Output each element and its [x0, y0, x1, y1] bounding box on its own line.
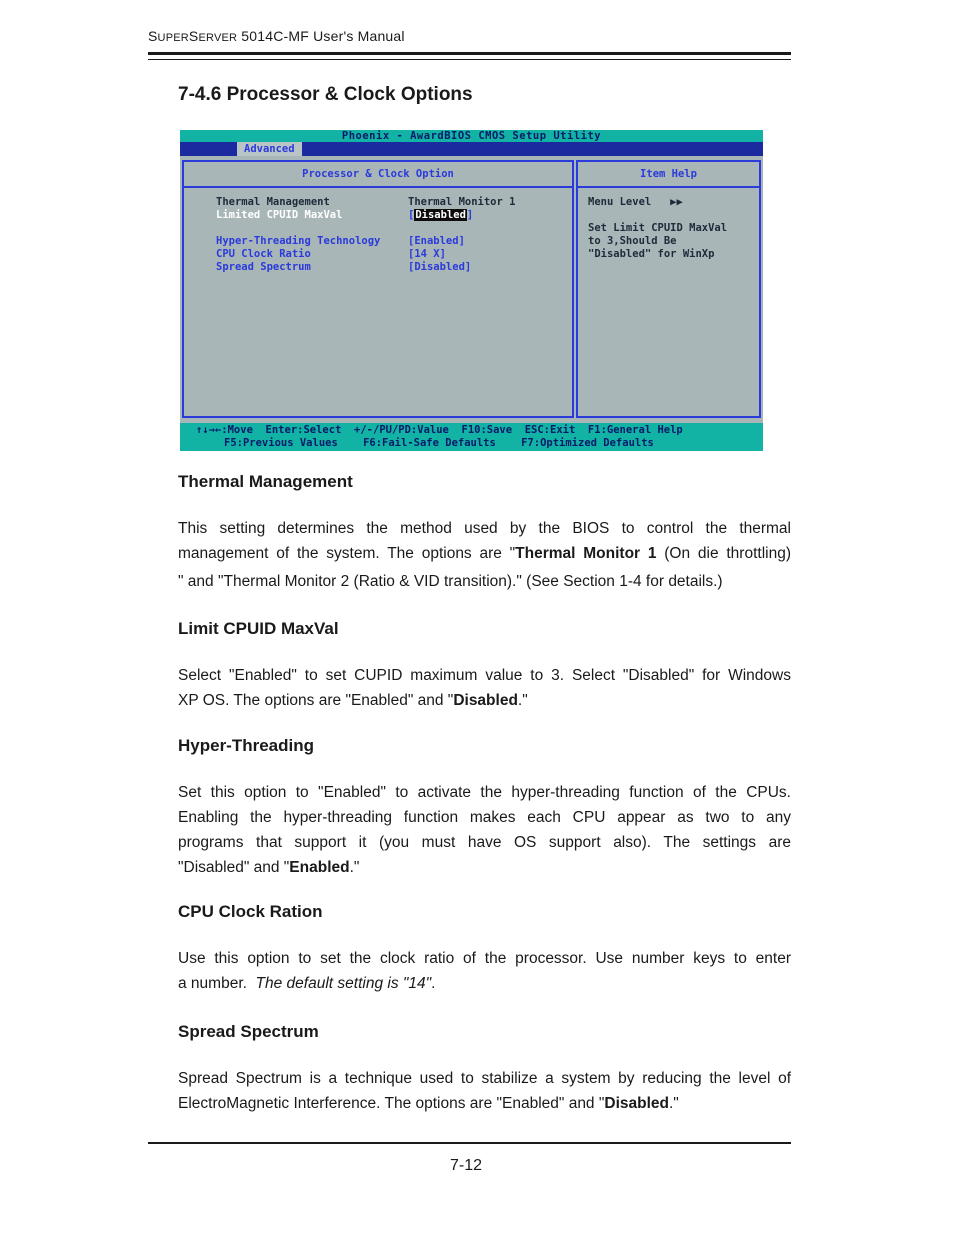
bios-row-value: Thermal Monitor 1: [408, 196, 516, 208]
text-line: Enabling the hyper-threading function makes each CPU appear as two to any: [178, 809, 791, 826]
bios-row-value: [Disabled]: [408, 261, 472, 273]
header-rule-thin: [148, 59, 791, 60]
bios-row-label: Limited CPUID MaxVal: [216, 209, 343, 221]
bios-row-value: [14 X]: [408, 248, 446, 260]
text-line: XP OS. The options are "Enabled" and "Disabled.": [178, 692, 528, 709]
bios-selected-value: Disabled: [415, 209, 466, 221]
bios-help-line: to 3,Should Be: [588, 235, 677, 247]
bios-row-label: Spread Spectrum: [216, 261, 311, 273]
text-line: " and "Thermal Monitor 2 (Ratio & VID transition)." (See Section 1-4 for details.): [178, 573, 723, 590]
text-line: Spread Spectrum is a technique used to stabilize a system by reducing the level of: [178, 1070, 791, 1087]
text-line: ElectroMagnetic Interference. The options are "Enabled" and "Disabled.": [178, 1095, 679, 1112]
paragraph-limit-cpuid: [178, 663, 791, 713]
text-line: Use this option to set the clock ratio of the processor. Use number keys to enter: [178, 950, 791, 967]
section-title: 7-4.6 Processor & Clock Options: [178, 84, 473, 105]
heading-cpu-clock-ration: CPU Clock Ration: [178, 902, 323, 921]
bios-row-label: Hyper-Threading Technology: [216, 235, 381, 247]
bios-screenshot: [180, 130, 763, 451]
bios-options-panel: [182, 160, 574, 418]
heading-thermal-management: Thermal Management: [178, 472, 353, 491]
text-line: Set this option to "Enabled" to activate the hyper-threading function of the CPUs.: [178, 784, 791, 801]
bios-row-label: Thermal Management: [216, 196, 330, 208]
paragraph-cpu-clock-ration: [178, 946, 791, 996]
bios-title-bar: Phoenix - AwardBIOS CMOS Setup Utility: [180, 130, 763, 142]
bios-help-header: Item Help: [578, 162, 759, 188]
heading-spread-spectrum: Spread Spectrum: [178, 1022, 319, 1041]
footer-rule: [148, 1142, 791, 1144]
bios-key-line-2: F5:Previous Values F6:Fail-Safe Defaults F7:Optimized Defaults: [224, 437, 654, 449]
bios-row-label: CPU Clock Ratio: [216, 248, 311, 260]
bios-key-line-1: ↑↓→←:Move Enter:Select +/-/PU/PD:Value F10:Save ESC:Exit F1:General Help: [196, 424, 683, 436]
text-line: programs that support it (you must have OS support also). The settings are: [178, 834, 791, 851]
running-header: SUPERSERVER 5014C-MF User's Manual: [148, 28, 405, 44]
paragraph-spread-spectrum: [178, 1066, 791, 1116]
paragraph-hyper-threading: [178, 780, 791, 880]
bios-help-line: "Disabled" for WinXp: [588, 248, 715, 260]
heading-hyper-threading: Hyper-Threading: [178, 736, 315, 755]
bios-menu-bar: [180, 142, 763, 156]
header-rule: [148, 52, 791, 55]
text-line: "Disabled" and "Enabled.": [178, 859, 360, 876]
bios-options-header: Processor & Clock Option: [184, 162, 572, 188]
paragraph-thermal-management: [178, 516, 791, 594]
bios-row-value: [Enabled]: [408, 235, 465, 247]
bios-row-value: [Disabled]: [408, 209, 474, 221]
bios-menu-tab-advanced: Advanced: [237, 142, 302, 156]
text-line: a number. The default setting is "14".: [178, 975, 436, 992]
bios-help-menu-level: Menu Level ▶▶: [588, 196, 683, 208]
text-line: This setting determines the method used by the BIOS to control the thermal: [178, 520, 791, 537]
heading-limit-cpuid: Limit CPUID MaxVal: [178, 619, 339, 638]
bios-key-help-bar: [180, 423, 763, 451]
bios-help-panel: [576, 160, 761, 418]
text-line: Select "Enabled" to set CUPID maximum value to 3. Select "Disabled" for Windows: [178, 667, 791, 684]
bios-help-line: Set Limit CPUID MaxVal: [588, 222, 728, 234]
page-number: 7-12: [450, 1157, 483, 1174]
text-line: management of the system. The options are "Thermal Monitor 1 (On die throttling): [178, 545, 791, 562]
